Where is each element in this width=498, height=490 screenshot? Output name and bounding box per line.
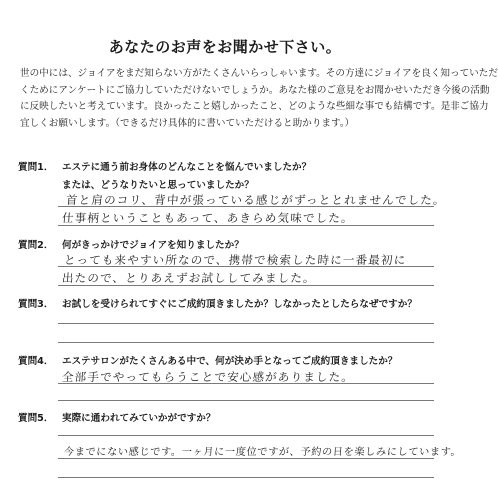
question-3	[18, 296, 438, 310]
question-text: 実際に通われてみていかがですか？	[62, 413, 216, 424]
answer-text: 全部手でやってもらうことで安心感がありました。	[61, 370, 355, 384]
intro-text	[20, 66, 498, 132]
answer-line	[58, 225, 434, 226]
answer-line	[58, 435, 434, 436]
answer-text: 仕事柄ということもあって、あきらめ気味でした。	[61, 211, 355, 225]
question-number: 質問3．	[18, 299, 54, 310]
question-number: 質問5．	[18, 413, 54, 424]
answer-line	[58, 383, 434, 384]
question-4	[18, 353, 438, 367]
question-text: お試しを受けられてすぐにご成約頂きましたか？しなかったとしたらなぜですか？	[62, 299, 417, 310]
answer-line	[58, 477, 434, 478]
question-1	[18, 159, 438, 173]
intro-line: に反映したいと考えています。良かったこと嬉しかったこと、どのような些細な事でも結構です。是非ご協力	[20, 101, 489, 112]
answer-line	[58, 206, 434, 207]
question-number: 質問2．	[18, 240, 54, 251]
question-5	[18, 410, 438, 424]
question-text: エステサロンがたくさんある中で、何が決め手となってご成約頂きましたか？	[62, 356, 398, 367]
question-1-subtext: または、どうなりたいと思っていましたか？	[62, 180, 254, 191]
answer-line	[58, 266, 434, 267]
intro-line: くためにアンケートにご協力していただけないでしょうか。あなた様のご意見をお聞かせいただき今後の活動	[20, 84, 490, 96]
answer-text: 首と肩のコリ、背中が張っている感じがずっととれませんでした。	[65, 193, 447, 207]
answer-line	[58, 342, 434, 343]
answer-text: とっても来やすい所なので、携帯で検索した時に一番最初に	[63, 253, 407, 267]
answer-text: 出たので、とりあえずお試ししてみました。	[61, 271, 317, 285]
intro-line: 宜しくお願いします。（できるだけ具体的に書いていただけると助かります。）	[20, 117, 355, 129]
question-text: エステに通う前お身体のどんなことを悩んでいましたか？	[62, 162, 312, 173]
answer-line	[58, 400, 434, 401]
intro-line: 世の中には、ジョイアをまだ知らない方がたくさんいらっしゃいます。その方達にジョイアを良く知っていただ	[20, 68, 498, 79]
question-2	[18, 237, 438, 251]
question-number: 質問4．	[18, 356, 54, 367]
answer-line	[58, 285, 434, 286]
answer-line	[58, 323, 434, 324]
answer-line	[58, 458, 434, 459]
question-text: 何がきっかけでジョイアを知りましたか？	[62, 240, 244, 251]
question-number: 質問1．	[18, 162, 54, 173]
page-title: あなたのお声をお聞かせ下さい。	[108, 38, 342, 56]
answer-text: 今までにない感じです。一ヶ月に一度位ですが、予約の日を楽しみにしています。	[63, 447, 462, 458]
